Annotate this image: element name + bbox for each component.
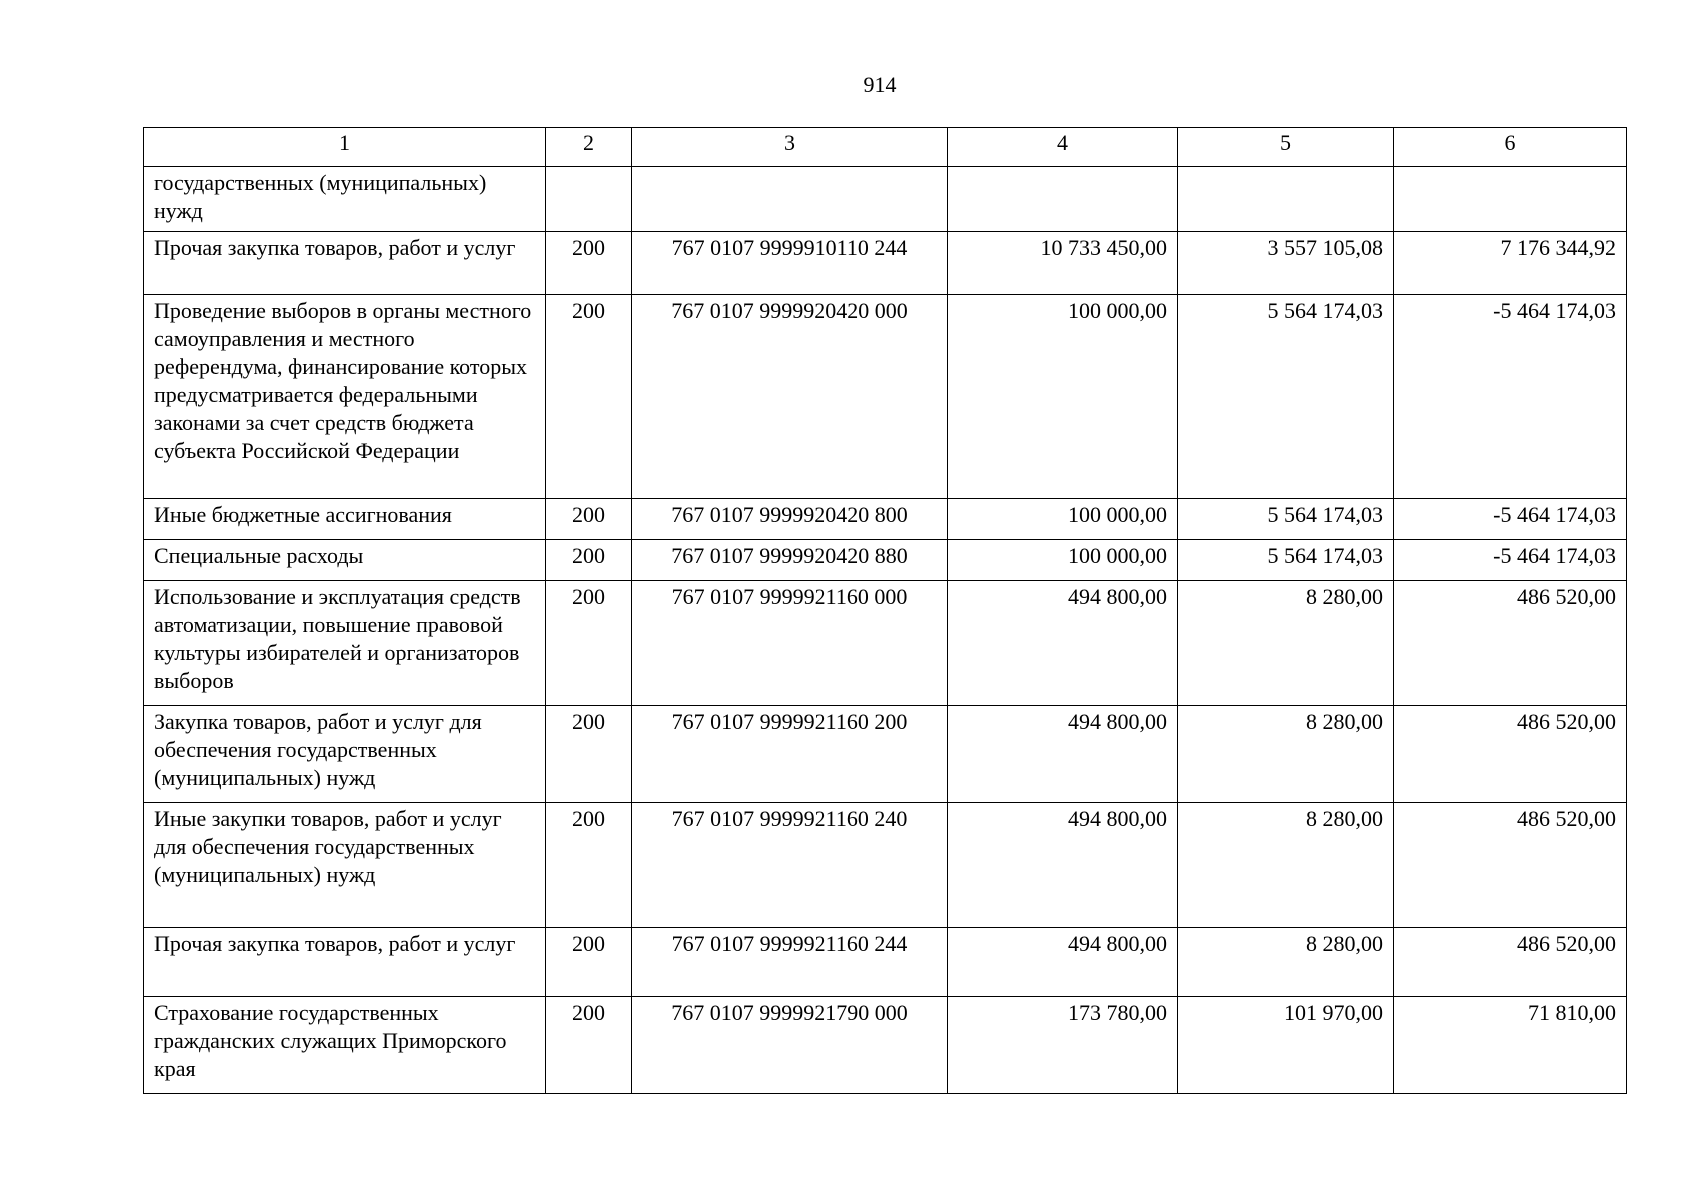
row-name: Прочая закупка товаров, работ и услуг — [144, 928, 546, 997]
column-number-5: 5 — [1178, 128, 1394, 167]
row-name: Закупка товаров, работ и услуг для обеспечения государственных (муниципальных) нужд — [144, 706, 546, 803]
table-row — [144, 540, 1627, 581]
row-name: Прочая закупка товаров, работ и услуг — [144, 232, 546, 295]
row-code: 200 — [546, 499, 632, 540]
table-row — [144, 928, 1627, 997]
row-executed: 8 280,00 — [1178, 581, 1394, 706]
row-approved: 494 800,00 — [948, 928, 1178, 997]
row-remainder — [1394, 167, 1627, 232]
row-executed: 8 280,00 — [1178, 706, 1394, 803]
row-approved: 100 000,00 — [948, 499, 1178, 540]
row-code: 200 — [546, 581, 632, 706]
row-code: 200 — [546, 928, 632, 997]
row-executed: 8 280,00 — [1178, 928, 1394, 997]
row-classification: 767 0107 9999920420 800 — [632, 499, 948, 540]
table-row — [144, 295, 1627, 499]
row-name: Иные закупки товаров, работ и услуг для обеспечения государственных (муниципальных) нужд — [144, 803, 546, 928]
row-approved: 10 733 450,00 — [948, 232, 1178, 295]
row-remainder: -5 464 174,03 — [1394, 295, 1627, 499]
table-row — [144, 581, 1627, 706]
row-classification: 767 0107 9999920420 880 — [632, 540, 948, 581]
row-remainder: 486 520,00 — [1394, 803, 1627, 928]
row-remainder: -5 464 174,03 — [1394, 540, 1627, 581]
row-code: 200 — [546, 540, 632, 581]
row-code: 200 — [546, 803, 632, 928]
row-approved: 173 780,00 — [948, 997, 1178, 1094]
row-approved: 494 800,00 — [948, 581, 1178, 706]
row-remainder: 71 810,00 — [1394, 997, 1627, 1094]
row-name: Специальные расходы — [144, 540, 546, 581]
row-code: 200 — [546, 232, 632, 295]
row-approved: 100 000,00 — [948, 540, 1178, 581]
row-name: Страхование государственных гражданских служащих Приморского края — [144, 997, 546, 1094]
row-code — [546, 167, 632, 232]
row-classification: 767 0107 9999921790 000 — [632, 997, 948, 1094]
table-row — [144, 499, 1627, 540]
table-row — [144, 167, 1627, 232]
row-name: государственных (муниципальных) нужд — [144, 167, 546, 232]
row-executed — [1178, 167, 1394, 232]
row-executed: 5 564 174,03 — [1178, 540, 1394, 581]
row-executed: 3 557 105,08 — [1178, 232, 1394, 295]
table-row — [144, 997, 1627, 1094]
row-approved — [948, 167, 1178, 232]
row-name: Использование и эксплуатация средств автоматизации, повышение правовой культуры избирателей и организаторов выборов — [144, 581, 546, 706]
column-number-2: 2 — [546, 128, 632, 167]
column-number-4: 4 — [948, 128, 1178, 167]
row-classification: 767 0107 9999910110 244 — [632, 232, 948, 295]
row-remainder: 7 176 344,92 — [1394, 232, 1627, 295]
row-name: Иные бюджетные ассигнования — [144, 499, 546, 540]
row-classification: 767 0107 9999921160 244 — [632, 928, 948, 997]
row-executed: 5 564 174,03 — [1178, 295, 1394, 499]
row-classification: 767 0107 9999920420 000 — [632, 295, 948, 499]
row-remainder: -5 464 174,03 — [1394, 499, 1627, 540]
row-classification: 767 0107 9999921160 200 — [632, 706, 948, 803]
row-code: 200 — [546, 997, 632, 1094]
row-classification — [632, 167, 948, 232]
row-name: Проведение выборов в органы местного самоуправления и местного референдума, финансирование которых предусматривается федеральными законами за счет средств бюджета субъекта Российской Федерации — [144, 295, 546, 499]
table-row — [144, 803, 1627, 928]
row-code: 200 — [546, 295, 632, 499]
row-remainder: 486 520,00 — [1394, 928, 1627, 997]
column-number-1: 1 — [144, 128, 546, 167]
column-number-3: 3 — [632, 128, 948, 167]
table-row — [144, 706, 1627, 803]
row-remainder: 486 520,00 — [1394, 706, 1627, 803]
table-header-row — [144, 128, 1627, 167]
row-executed: 101 970,00 — [1178, 997, 1394, 1094]
row-executed: 5 564 174,03 — [1178, 499, 1394, 540]
row-remainder: 486 520,00 — [1394, 581, 1627, 706]
row-classification: 767 0107 9999921160 000 — [632, 581, 948, 706]
budget-table — [143, 127, 1627, 1094]
table-row — [144, 232, 1627, 295]
page-number: 914 — [863, 72, 897, 97]
row-executed: 8 280,00 — [1178, 803, 1394, 928]
row-code: 200 — [546, 706, 632, 803]
row-approved: 494 800,00 — [948, 706, 1178, 803]
row-classification: 767 0107 9999921160 240 — [632, 803, 948, 928]
row-approved: 100 000,00 — [948, 295, 1178, 499]
row-approved: 494 800,00 — [948, 803, 1178, 928]
column-number-6: 6 — [1394, 128, 1627, 167]
